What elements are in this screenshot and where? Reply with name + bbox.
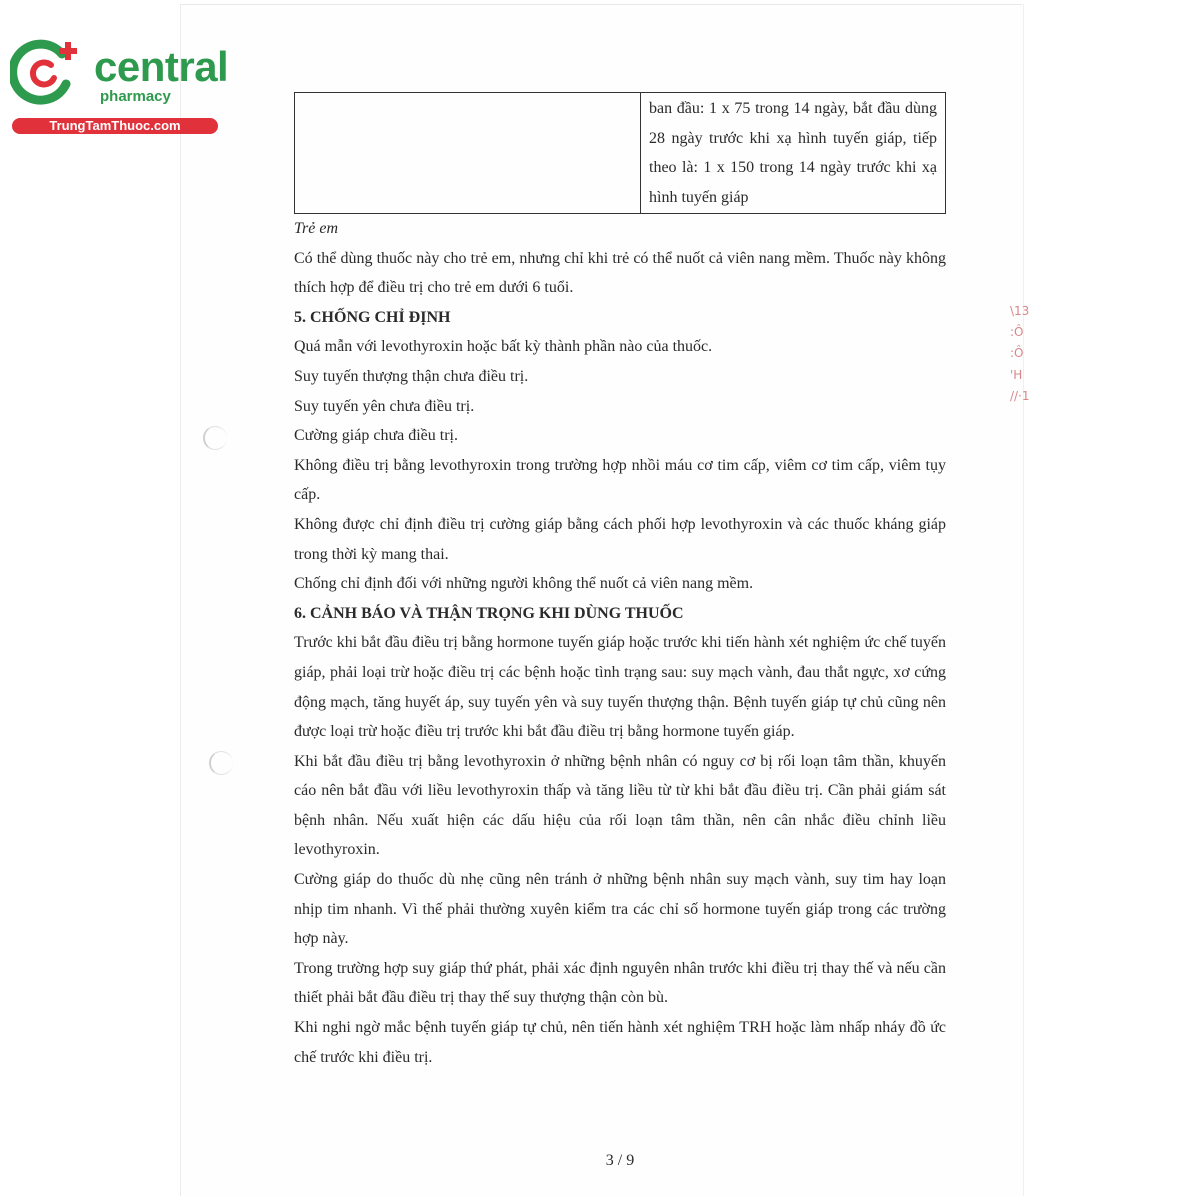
stamp-fragment: \13 :Ô :Ô 'H //·1 — [1010, 304, 1030, 403]
warning-paragraph: Trước khi bắt đầu điều trị bằng hormone tuyến giáp hoặc trước khi tiến hành xét nghiệm ức chế tuyến giáp, phải loại trừ hoặc điều trị các bệnh hoặc tình trạng sau: suy mạch vành, đau thắt ngực, xơ cứng động mạch, tăng huyết áp, suy tuyến yên và suy tuyến thượng thận. Bệnh tuyến giáp tự chủ cũng nên được loại trừ hoặc điều trị trước khi bắt đầu điều trị bằng hormone tuyến giáp. — [294, 634, 946, 741]
contraindication-item: Suy tuyến thượng thận chưa điều trị. — [294, 367, 529, 385]
brand-url[interactable]: TrungTamThuoc.com — [12, 118, 218, 134]
brand-name: central — [94, 43, 229, 90]
dosage-table — [294, 92, 946, 214]
contraindication-item: Không điều trị bằng levothyroxin trong trường hợp nhồi máu cơ tim cấp, viêm cơ tim cấp, viêm tụy cấp. — [294, 456, 946, 504]
warning-paragraph: Khi nghi ngờ mắc bệnh tuyến giáp tự chủ, nên tiến hành xét nghiệm TRH hoặc làm nhấp nháy đồ ức chế trước khi điều trị. — [294, 1019, 946, 1066]
children-heading: Trẻ em — [294, 220, 338, 237]
table-row — [295, 93, 946, 214]
central-pharmacy-logo-icon — [10, 38, 88, 106]
contraindication-item: Chống chỉ định đối với những người không thể nuốt cả viên nang mềm. — [294, 575, 754, 593]
brand-subtitle: pharmacy — [100, 88, 171, 105]
table-cell-dosage: ban đầu: 1 x 75 trong 14 ngày, bắt đầu dùng 28 ngày trước khi xạ hình tuyến giáp, tiếp theo là: 1 x 150 trong 14 ngày trước khi xạ hình tuyến giáp — [641, 93, 946, 214]
warning-paragraph: Trong trường hợp suy giáp thứ phát, phải xác định nguyên nhân trước khi điều trị thay thế và nếu cần thiết phải bắt đầu điều trị thay thế suy thượng thận còn bù. — [294, 959, 946, 1007]
warning-paragraph: Cường giáp do thuốc dù nhẹ cũng nên tránh ở những bệnh nhân suy mạch vành, suy tim hay loạn nhịp tim nhanh. Vì thế phải thường xuyên kiểm tra các chỉ số hormone tuyến giáp trong các trường hợp này. — [294, 871, 946, 948]
punch-hole-bottom — [209, 751, 233, 775]
children-text: Có thể dùng thuốc này cho trẻ em, nhưng chỉ khi trẻ có thể nuốt cả viên nang mềm. Thuốc này không thích hợp để điều trị cho trẻ em dưới 6 tuổi. — [294, 249, 946, 297]
table-cell-empty — [295, 93, 641, 214]
contraindication-item: Suy tuyến yên chưa điều trị. — [294, 397, 475, 415]
section-5-heading: 5. CHỐNG CHỈ ĐỊNH — [294, 308, 451, 326]
contraindication-item: Không được chỉ định điều trị cường giáp bằng cách phối hợp levothyroxin và các thuốc kháng giáp trong thời kỳ mang thai. — [294, 515, 946, 563]
page-top-edge — [180, 4, 1022, 5]
contraindication-item: Cường giáp chưa điều trị. — [294, 427, 458, 445]
section-6-heading: 6. CẢNH BÁO VÀ THẬN TRỌNG KHI DÙNG THUỐC — [294, 604, 684, 622]
punch-hole-top — [203, 426, 227, 450]
warning-paragraph: Khi bắt đầu điều trị bằng levothyroxin ở những bệnh nhân có nguy cơ bị rối loạn tâm thần, khuyến cáo nên bắt đầu với liều levothyroxin thấp và tăng liều từ từ khi bắt đầu điều trị. Cần phải giám sát bệnh nhân. Nếu xuất hiện các dấu hiệu của rối loạn tâm thần, nên cân nhắc điều chỉnh liều levothyroxin. — [294, 752, 946, 859]
contraindication-item: Quá mẫn với levothyroxin hoặc bất kỳ thành phần nào của thuốc. — [294, 338, 713, 356]
brand-logo[interactable] — [10, 38, 229, 138]
page-number: 3 / 9 — [605, 1152, 635, 1169]
document-content — [294, 92, 946, 1072]
